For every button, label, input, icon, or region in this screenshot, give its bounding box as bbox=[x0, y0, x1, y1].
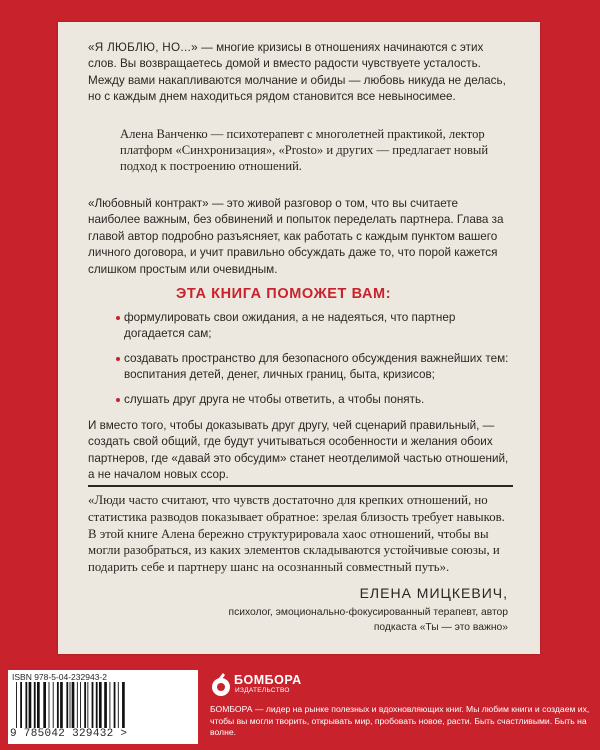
isbn-digits: 9 785042 329432 > bbox=[10, 728, 128, 740]
barcode-bar bbox=[109, 682, 110, 728]
barcode-bar bbox=[92, 682, 94, 728]
barcode-bar bbox=[16, 682, 17, 728]
review-quote: «Люди часто считают, что чувств достаточно для крепких отношений, но статистика разводов показывает обратное: зрелая близость требует навыков. В этой книге Алена бережно структурировала хаос отношений, чтобы вы могли разобраться, из каких элементов складываются устойчивые союзы, и подарить себе и партнеру шанс на осознанный совместный путь». bbox=[88, 493, 505, 575]
barcode-bar bbox=[60, 682, 63, 728]
divider bbox=[88, 485, 513, 487]
publisher-subtitle: ИЗДАТЕЛЬСТВО bbox=[235, 687, 290, 694]
bullet-icon bbox=[116, 357, 120, 361]
barcode-bar bbox=[29, 682, 32, 728]
barcode-bar bbox=[20, 682, 22, 728]
intro-lead: «Я ЛЮБЛЮ, НО...» bbox=[88, 41, 198, 54]
barcode-bar bbox=[25, 682, 27, 728]
barcode-bar bbox=[80, 682, 81, 728]
benefit-text: слушать друг друга не чтобы ответить, а чтобы понять. bbox=[124, 392, 425, 406]
back-cover-card bbox=[58, 22, 540, 654]
review-author: ЕЛЕНА МИЦКЕВИЧ, bbox=[359, 585, 508, 601]
bullet-icon bbox=[116, 398, 120, 402]
author-bio: Алена Ванченко — психотерапевт с многолетней практикой, лектор платформ «Синхронизация», «Prosto» и других — предлагает новый подход к построению отношений. bbox=[120, 127, 489, 174]
barcode-bar bbox=[84, 682, 86, 728]
publisher-logo bbox=[210, 672, 302, 702]
barcode bbox=[8, 670, 198, 744]
intro-text: — многие кризисы в отношениях начинаются с этих слов. Вы возвращаетесь домой и вместо радости чувствуете усталость. Между вами накапливаются молчание и обиды — любовь никуда не делась, но с каждым днем находиться рядом становится все невыносимее. bbox=[88, 41, 506, 104]
benefit-item bbox=[116, 392, 516, 408]
publisher-blurb: БОМБОРА — лидер на рынке полезных и вдохновляющих книг. Мы любим книги и создаем их, чтобы вы могли творить, открывать мир, пробовать новое, расти. Быть счастливыми. Быть на волне. bbox=[210, 704, 590, 737]
review-author-role: психолог, эмоционально-фокусированный терапевт, автор подкаста «Ты — это важно» bbox=[228, 607, 508, 633]
bombora-logo-icon bbox=[210, 672, 232, 698]
barcode-bar bbox=[43, 682, 46, 728]
barcode-bar bbox=[37, 682, 40, 728]
book-description: «Любовный контракт» — это живой разговор о том, что вы считаете наиболее важным, без обвинений и попыток переделать партнера. Глава за главой автор подробно разъясняет, как работать с каждым пунктом вашего личного договора, и учит правильно обсуждать даже то, что порой кажется слишком простым или очевидным. bbox=[88, 197, 504, 276]
barcode-bar bbox=[77, 682, 78, 728]
barcode-bar bbox=[53, 682, 54, 728]
benefit-item bbox=[116, 310, 516, 343]
benefits-heading: ЭТА КНИГА ПОМОЖЕТ ВАМ: bbox=[176, 286, 392, 302]
barcode-bar bbox=[66, 682, 68, 728]
barcode-bar bbox=[104, 682, 107, 728]
barcode-bar bbox=[49, 682, 50, 728]
barcode-bar bbox=[72, 682, 75, 728]
closing-paragraph: И вместо того, чтобы доказывать друг другу, чей сценарий правильный, — создать свой общий, где будут учитываться особенности и желания обоих партнеров, где «давай это обсудим» станет неотделимой частью отношений, а не началом новых ссор. bbox=[88, 419, 509, 482]
barcode-bar bbox=[118, 682, 119, 728]
barcode-bars bbox=[14, 682, 190, 728]
isbn-label: ISBN 978-5-04-232943-2 bbox=[12, 672, 107, 682]
barcode-bar bbox=[87, 682, 88, 728]
barcode-bar bbox=[96, 682, 98, 728]
barcode-bar bbox=[57, 682, 59, 728]
intro-paragraph bbox=[88, 40, 513, 106]
barcode-bar bbox=[34, 682, 36, 728]
benefit-text: создавать пространство для безопасного обсуждения важнейших тем: воспитания детей, денег, личных границ, быта, кризисов; bbox=[124, 351, 509, 382]
barcode-bar bbox=[99, 682, 102, 728]
barcode-bar bbox=[114, 682, 116, 728]
bullet-icon bbox=[116, 316, 120, 320]
benefits-list bbox=[116, 310, 516, 416]
barcode-bar bbox=[122, 682, 125, 728]
benefit-item bbox=[116, 351, 516, 384]
barcode-bar bbox=[70, 682, 71, 728]
benefit-text: формулировать свои ожидания, а не надеяться, что партнер догадается сам; bbox=[124, 311, 456, 341]
publisher-name: БОМБОРА bbox=[234, 673, 302, 687]
